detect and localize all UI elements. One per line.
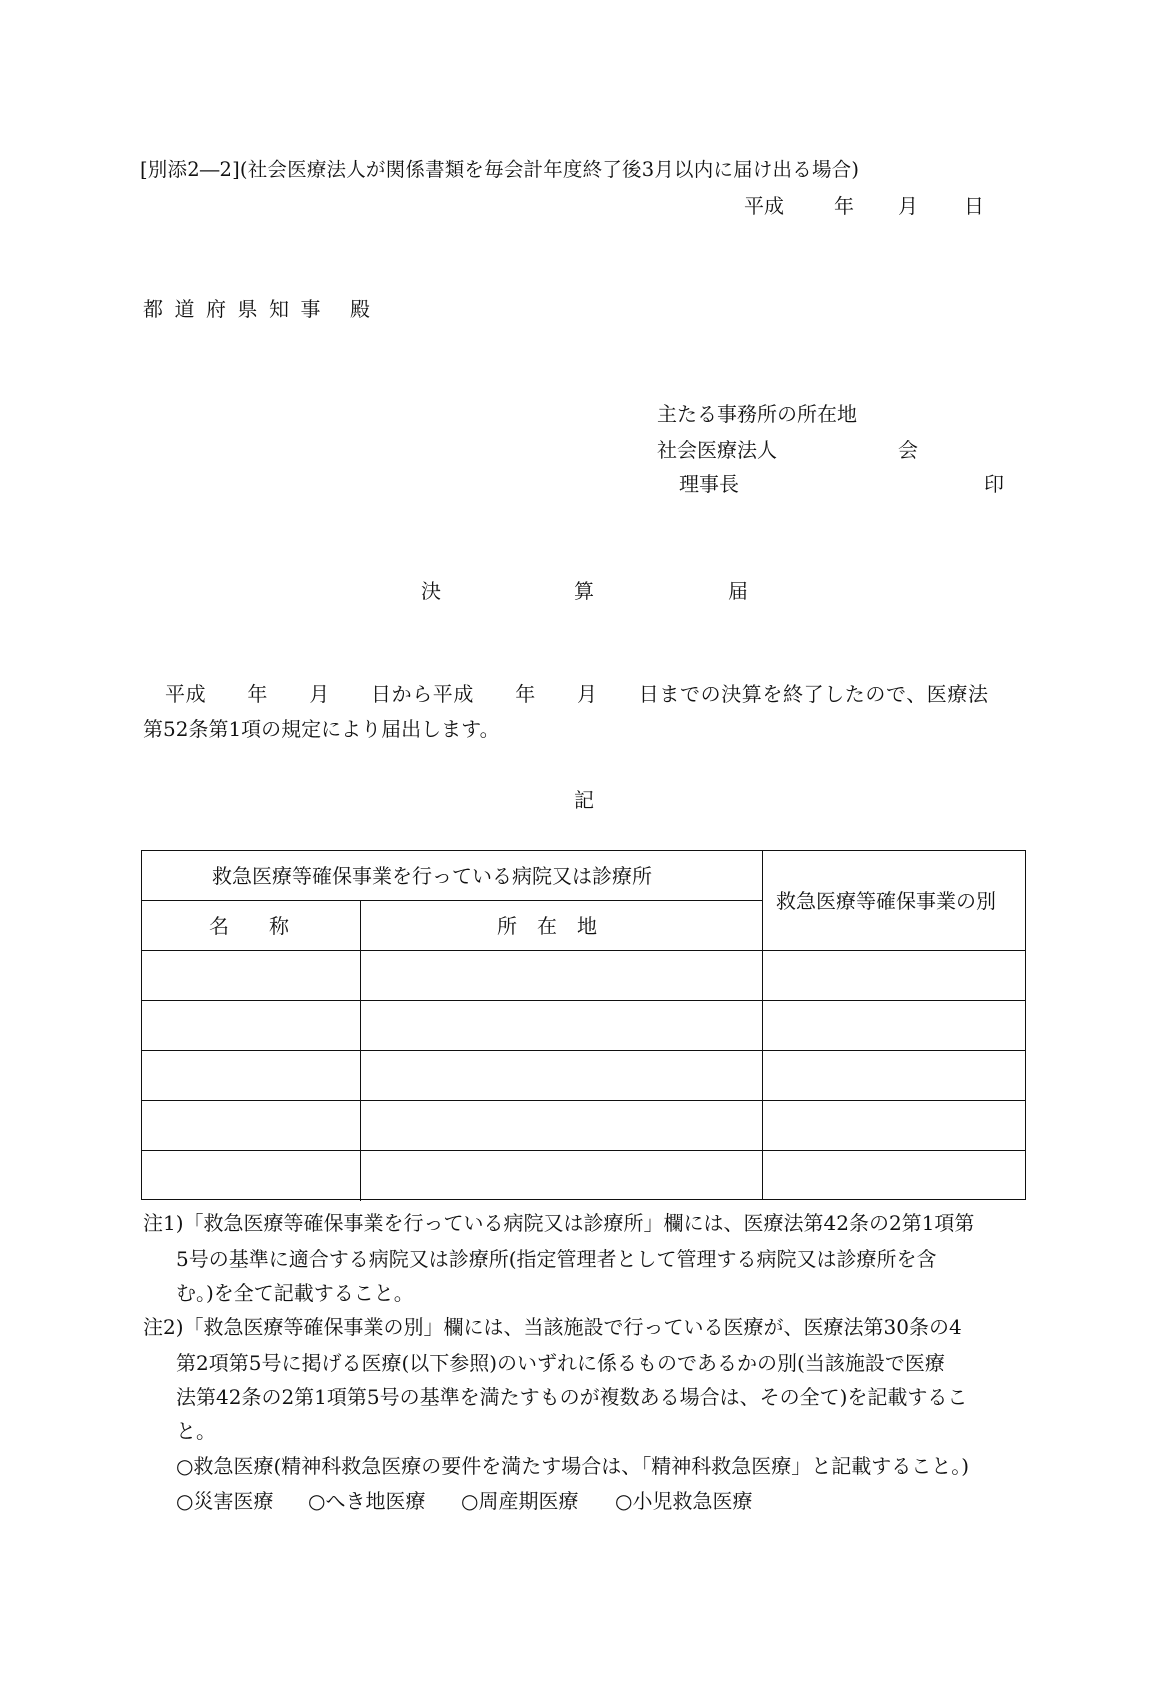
table-header-location: 所 在 地 <box>497 914 597 938</box>
attachment-header: [別添2―2](社会医療法人が関係書類を毎会計年度終了後3月以内に届け出る場合) <box>140 158 860 181</box>
table-header-type: 救急医療等確保事業の別 <box>776 889 996 913</box>
cell-name[interactable] <box>142 951 360 1000</box>
sender-chair-label: 理事長 <box>679 472 739 496</box>
cell-type[interactable] <box>763 1051 1025 1100</box>
cell-type[interactable] <box>763 1101 1025 1150</box>
sender-corp-label: 社会医療法人 <box>657 438 777 462</box>
cell-type[interactable] <box>763 1001 1025 1050</box>
sender-address-label: 主たる事務所の所在地 <box>657 402 857 426</box>
cell-name[interactable] <box>142 1151 360 1199</box>
cell-type[interactable] <box>763 1151 1025 1199</box>
sender-seal-mark: 印 <box>984 472 1004 496</box>
note-item-perinatal: ○周産期医療 <box>461 1489 579 1513</box>
date-month-label: 月 <box>898 194 918 218</box>
addressee-name: 都道府県知事 <box>143 297 332 321</box>
note-item-emergency: ○救急医療(精神科救急医療の要件を満たす場合は、「精神科救急医療」と記載すること。) <box>176 1454 970 1478</box>
date-day-label: 日 <box>964 194 984 218</box>
cell-location[interactable] <box>361 1001 762 1050</box>
note-1-line-3: む。)を全て記載すること。 <box>176 1281 414 1305</box>
cell-location[interactable] <box>361 1101 762 1150</box>
note-2-line-1: 注2)「救急医療等確保事業の別」欄には、当該施設で行っている医療が、医療法第30条の4 <box>143 1315 962 1339</box>
note-2-line-3: 法第42条の2第1項第5号の基準を満たすものが複数ある場合は、その全て)を記載するこ <box>176 1385 968 1409</box>
cell-name[interactable] <box>142 1101 360 1150</box>
note-1-line-2: 5号の基準に適合する病院又は診療所(指定管理者として管理する病院又は診療所を含 <box>176 1247 937 1271</box>
cell-location[interactable] <box>361 1051 762 1100</box>
date-year-label: 年 <box>834 194 854 218</box>
cell-location[interactable] <box>361 1151 762 1199</box>
table-row <box>142 1151 1025 1199</box>
addressee-honorific: 殿 <box>350 297 370 321</box>
table-row <box>142 951 1025 1000</box>
document-title-char-2: 算 <box>574 579 594 603</box>
table-row <box>142 1051 1025 1100</box>
table-rule <box>142 900 762 901</box>
cell-location[interactable] <box>361 951 762 1000</box>
facility-table <box>141 850 1026 1200</box>
sender-corp-suffix: 会 <box>898 438 918 462</box>
table-row <box>142 1101 1025 1150</box>
table-header-name: 名 称 <box>209 914 289 938</box>
document-title-char-1: 決 <box>421 579 441 603</box>
note-item-pediatric: ○小児救急医療 <box>615 1489 753 1513</box>
table-group-header: 救急医療等確保事業を行っている病院又は診療所 <box>212 864 652 888</box>
table-row <box>142 1001 1025 1050</box>
note-2-line-2: 第2項第5号に掲げる医療(以下参照)のいずれに係るものであるかの別(当該施設で医療 <box>176 1351 945 1375</box>
note-item-disaster: ○災害医療 <box>176 1489 274 1513</box>
body-line-2: 第52条第1項の規定により届出します。 <box>143 717 500 741</box>
body-line-1: 平成 年 月 日から平成 年 月 日までの決算を終了したので、医療法 <box>165 682 989 706</box>
note-2-line-4: と。 <box>176 1419 216 1443</box>
ki-heading: 記 <box>574 788 594 812</box>
document-title-char-3: 届 <box>728 579 748 603</box>
note-1-line-1: 注1)「救急医療等確保事業を行っている病院又は診療所」欄には、医療法第42条の2第1項第 <box>143 1211 975 1235</box>
cell-type[interactable] <box>763 951 1025 1000</box>
date-era: 平成 <box>744 194 784 218</box>
cell-name[interactable] <box>142 1051 360 1100</box>
note-item-remote: ○へき地医療 <box>308 1489 426 1513</box>
cell-name[interactable] <box>142 1001 360 1050</box>
